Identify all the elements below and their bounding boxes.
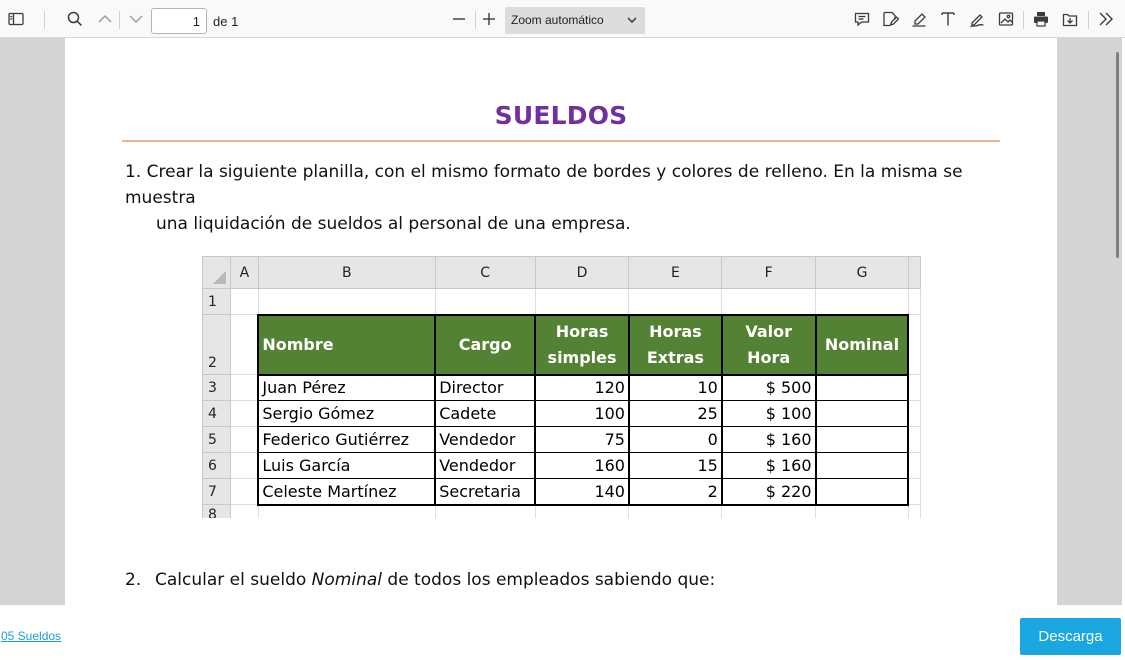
draw-icon[interactable]	[967, 9, 987, 29]
cell-horas-extras: 10	[629, 375, 722, 401]
double-chevron-right-icon[interactable]	[1096, 9, 1116, 29]
row-header: 6	[203, 453, 231, 479]
column-header: C	[435, 257, 535, 289]
row-header: 2	[203, 315, 231, 375]
cell-horas-simples: 75	[535, 427, 629, 453]
cell-cargo: Vendedor	[435, 427, 535, 453]
instruction-2-number: 2.	[125, 570, 142, 590]
cell-nombre: Luis García	[258, 453, 435, 479]
row-header: 5	[203, 427, 231, 453]
cell-horas-simples: 160	[535, 453, 629, 479]
column-header	[908, 257, 920, 289]
column-header: F	[722, 257, 816, 289]
header-cargo: Cargo	[435, 315, 535, 375]
cell-valor-hora: $ 160	[722, 427, 816, 453]
sheet-row	[203, 505, 921, 519]
column-header: D	[535, 257, 629, 289]
search-icon[interactable]	[65, 9, 85, 29]
page-count-label: de 1	[213, 14, 239, 29]
page-number-input[interactable]	[151, 8, 207, 34]
cell-horas-extras: 0	[629, 427, 722, 453]
minus-icon[interactable]	[449, 9, 469, 29]
cell-nombre: Juan Pérez	[258, 375, 435, 401]
column-header: B	[258, 257, 435, 289]
table-row	[203, 479, 921, 505]
instruction-2-text-start: Calcular el sueldo	[155, 570, 312, 590]
toolbar	[0, 0, 1125, 38]
cell-horas-simples: 120	[535, 375, 629, 401]
save-icon[interactable]	[1060, 9, 1080, 29]
cell-horas-simples: 140	[535, 479, 629, 505]
cell-cargo: Cadete	[435, 401, 535, 427]
image-icon[interactable]	[996, 9, 1016, 29]
table-row	[203, 401, 921, 427]
cell-nominal	[816, 453, 909, 479]
header-valor-hora: Valor Hora	[722, 315, 816, 375]
header-horas-extras: Horas Extras	[629, 315, 722, 375]
header-nombre: Nombre	[258, 315, 435, 375]
row-header: 4	[203, 401, 231, 427]
text-icon[interactable]	[938, 9, 958, 29]
cell-valor-hora: $ 160	[722, 453, 816, 479]
cell-valor-hora: $ 500	[722, 375, 816, 401]
chevron-down-icon	[626, 14, 638, 26]
row-header: 7	[203, 479, 231, 505]
toolbar-separator	[1088, 11, 1089, 29]
cell-valor-hora: $ 100	[722, 401, 816, 427]
column-header-row	[203, 257, 921, 289]
cell-cargo: Vendedor	[435, 453, 535, 479]
cell-horas-extras: 25	[629, 401, 722, 427]
header-nominal: Nominal	[816, 315, 909, 375]
row-header: 8	[203, 505, 231, 519]
cell-nominal	[816, 479, 909, 505]
instruction-2	[125, 567, 715, 593]
zoom-select[interactable]	[505, 7, 645, 34]
chevron-down-icon[interactable]	[126, 9, 146, 29]
cell-horas-extras: 15	[629, 453, 722, 479]
instruction-1-line-1: Crear la siguiente planilla, con el mismo formato de bordes y colores de relleno. En la misma se muestra	[125, 162, 963, 208]
cell-nombre: Sergio Gómez	[258, 401, 435, 427]
pdf-page	[65, 38, 1057, 605]
instruction-1-line-2: una liquidación de sueldos al personal de una empresa.	[156, 214, 631, 234]
spreadsheet-grid	[202, 256, 921, 518]
highlight-icon[interactable]	[909, 9, 929, 29]
comment-icon[interactable]	[852, 9, 872, 29]
cell-cargo: Director	[435, 375, 535, 401]
toolbar-separator	[1023, 11, 1024, 29]
row-header: 3	[203, 375, 231, 401]
select-all-corner	[203, 257, 231, 289]
plus-icon[interactable]	[479, 9, 499, 29]
download-button[interactable]: Descarga	[1020, 618, 1121, 655]
row-header: 1	[203, 289, 231, 315]
column-header: E	[629, 257, 722, 289]
instruction-1	[125, 159, 1005, 237]
print-icon[interactable]	[1031, 9, 1051, 29]
instruction-2-text-end: de todos los empleados sabiendo que:	[382, 570, 716, 590]
cell-cargo: Secretaria	[435, 479, 535, 505]
cell-valor-hora: $ 220	[722, 479, 816, 505]
sidebar-toggle-icon[interactable]	[6, 9, 26, 29]
table-row	[203, 453, 921, 479]
column-header: G	[816, 257, 909, 289]
cell-nominal	[816, 375, 909, 401]
chevron-up-icon[interactable]	[95, 9, 115, 29]
document-viewer[interactable]	[0, 38, 1122, 605]
sheet-header-row	[203, 315, 921, 375]
cell-horas-simples: 100	[535, 401, 629, 427]
header-horas-simples: Horas simples	[535, 315, 629, 375]
spreadsheet-image	[202, 256, 921, 518]
signature-icon[interactable]	[880, 9, 900, 29]
table-row	[203, 427, 921, 453]
toolbar-separator	[475, 11, 476, 29]
table-row	[203, 375, 921, 401]
cell-nominal	[816, 427, 909, 453]
document-link[interactable]: 05 Sueldos	[1, 629, 62, 643]
toolbar-separator	[44, 11, 45, 29]
instruction-1-number: 1.	[125, 162, 142, 182]
zoom-select-label: Zoom automático	[511, 13, 604, 27]
cell-nominal	[816, 401, 909, 427]
toolbar-separator	[119, 11, 120, 29]
cell-nombre: Celeste Martínez	[258, 479, 435, 505]
column-header: A	[230, 257, 258, 289]
title-underline	[122, 140, 1000, 142]
document-title: SUELDOS	[494, 101, 628, 130]
sheet-row	[203, 289, 921, 315]
cell-nombre: Federico Gutiérrez	[258, 427, 435, 453]
cell-horas-extras: 2	[629, 479, 722, 505]
vertical-scrollbar-thumb[interactable]	[1116, 52, 1119, 258]
instruction-2-emphasis: Nominal	[311, 570, 382, 590]
